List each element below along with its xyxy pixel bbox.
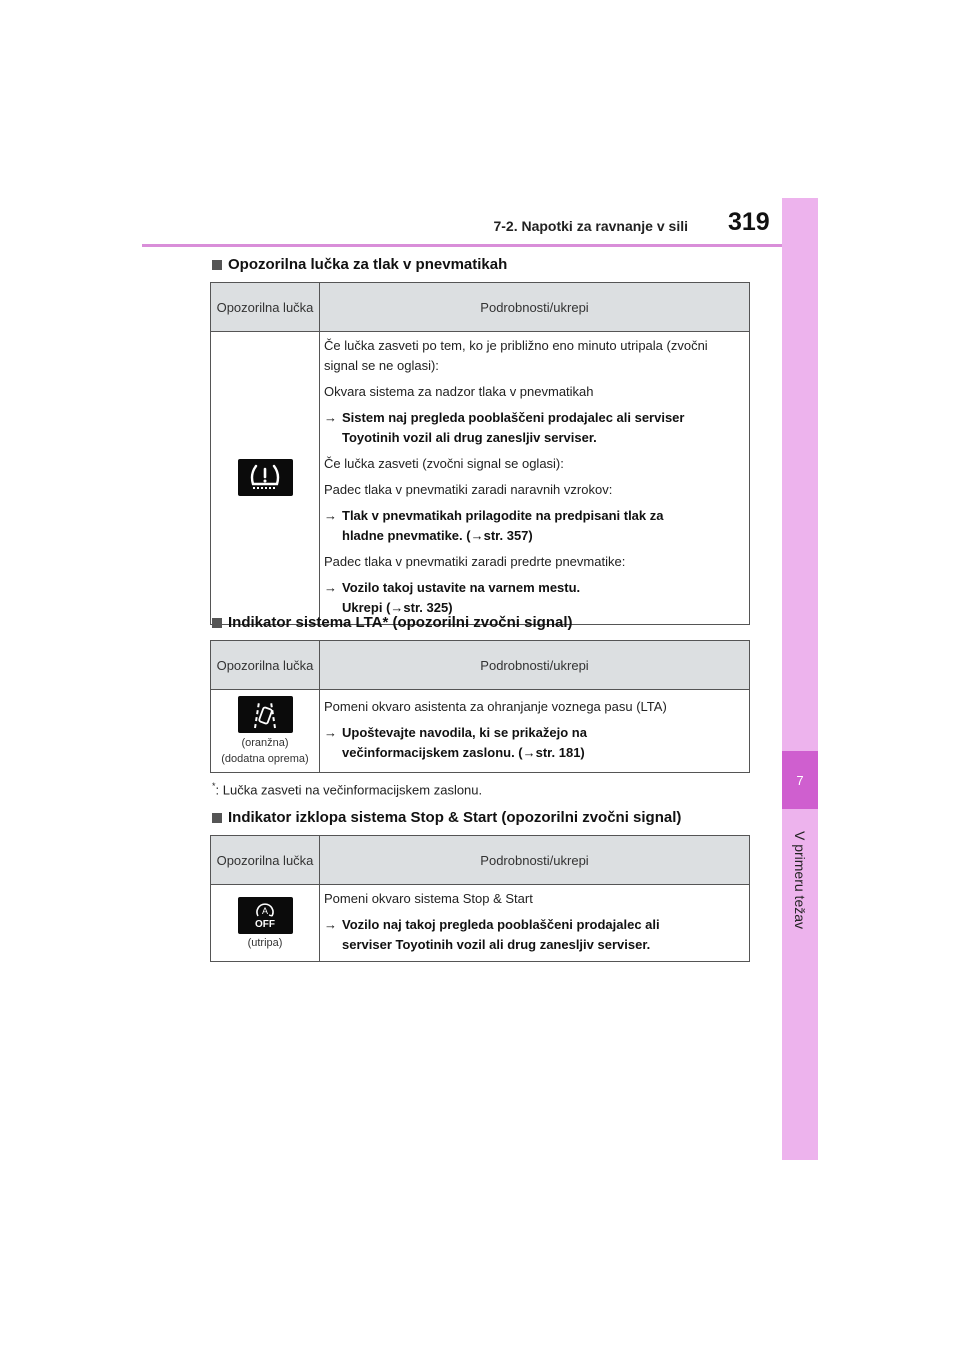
footnote-text: : Lučka zasveti na večinformacijskem zaslonu. — [215, 782, 483, 798]
section-heading-lta — [212, 614, 572, 631]
square-bullet-icon — [212, 813, 222, 823]
details-cell — [320, 332, 750, 625]
table-header-row — [211, 283, 750, 332]
arrow-icon: → — [324, 917, 337, 932]
action-text-line: Upoštevajte navodila, ki se prikažejo na — [342, 724, 587, 740]
column-header-lamp: Opozorilna lučka — [211, 641, 320, 690]
section-title: 7-2. Napotki za ravnanje v sili — [493, 218, 688, 234]
action-text-line: večinformacijskem zaslonu. (→str. 181) — [342, 744, 585, 760]
action-item — [324, 578, 745, 618]
table-header-row — [211, 836, 750, 885]
action-text-line: Ukrepi (→str. 325) — [342, 600, 453, 615]
column-header-details: Podrobnosti/ukrepi — [320, 641, 750, 690]
header-divider — [142, 244, 782, 247]
action-item — [324, 506, 745, 546]
lamp-cell — [211, 332, 320, 625]
column-header-lamp: Opozorilna lučka — [211, 836, 320, 885]
details-cell — [320, 885, 750, 962]
section-heading-text: Indikator sistema LTA* (opozorilni zvočni signal) — [228, 614, 573, 631]
section-heading-tire-pressure — [212, 256, 507, 273]
action-text-line: hladne pnevmatike. (→str. 357) — [342, 528, 533, 543]
stop-start-table — [210, 835, 750, 962]
action-text-line: Vozilo takoj ustavite na varnem mestu. — [342, 580, 581, 595]
detail-text: Pomeni okvaro sistema Stop & Start — [324, 891, 533, 906]
action-text-line: Toyotinih vozil ali drug zanesljiv serviser. — [342, 430, 597, 445]
icon-label: OFF — [255, 918, 275, 930]
detail-text: Če lučka zasveti (zvočni signal se oglasi): — [324, 456, 564, 471]
svg-text:A: A — [261, 905, 269, 916]
square-bullet-icon — [212, 260, 222, 270]
action-text-line: Vozilo naj takoj pregleda pooblaščeni prodajalec ali — [342, 917, 660, 932]
action-text-line: Sistem naj pregleda pooblaščeni prodajalec ali serviser — [342, 410, 685, 425]
arrow-icon: → — [324, 410, 337, 425]
tire-pressure-table — [210, 282, 750, 625]
chapter-number: 7 — [782, 751, 818, 809]
lta-table — [210, 640, 750, 773]
table-header-row — [211, 641, 750, 690]
detail-text: Pomeni okvaro asistenta za ohranjanje voznega pasu (LTA) — [324, 698, 667, 714]
detail-text: Okvara sistema za nadzor tlaka v pnevmatikah — [324, 384, 594, 399]
tire-pressure-warning-icon — [238, 459, 293, 496]
action-text-line: serviser Toyotinih vozil ali drug zanesljiv serviser. — [342, 937, 651, 952]
table-row — [211, 332, 750, 625]
chapter-title: V primeru težav — [792, 830, 808, 930]
square-bullet-icon — [212, 618, 222, 628]
column-header-details: Podrobnosti/ukrepi — [320, 283, 750, 332]
section-heading-text: Indikator izklopa sistema Stop & Start (opozorilni zvočni signal) — [228, 809, 682, 826]
arrow-icon: → — [324, 580, 337, 595]
lamp-cell — [211, 690, 320, 773]
footnote — [212, 781, 482, 797]
action-text-line: Tlak v pnevmatikah prilagodite na predpisani tlak za — [342, 508, 664, 523]
chapter-side-tab — [782, 198, 818, 1160]
lane-tracing-assist-icon — [238, 696, 293, 733]
page-number: 319 — [728, 208, 770, 236]
action-item — [324, 408, 745, 448]
lamp-note: (utripa) — [247, 936, 283, 949]
lamp-cell — [211, 885, 320, 962]
action-item — [324, 723, 745, 763]
stop-start-off-icon — [238, 897, 293, 934]
table-row — [211, 690, 750, 773]
lamp-note: (dodatna oprema) — [221, 752, 309, 765]
section-heading-text: Opozorilna lučka za tlak v pnevmatikah — [228, 256, 508, 273]
table-row — [211, 885, 750, 962]
arrow-icon: → — [324, 508, 337, 523]
lamp-note: (oranžna) — [241, 736, 289, 749]
detail-text: Padec tlaka v pnevmatiki zaradi predrte pnevmatike: — [324, 554, 626, 569]
footnote-marker: * — [212, 781, 216, 791]
column-header-details: Podrobnosti/ukrepi — [320, 836, 750, 885]
arrow-icon: → — [324, 724, 337, 740]
section-heading-stop-start — [212, 809, 681, 826]
details-cell — [320, 690, 750, 773]
detail-text: Če lučka zasveti po tem, ko je približno eno minuto utripala (zvočni signal se ne oglasi): — [324, 338, 708, 373]
column-header-lamp: Opozorilna lučka — [211, 283, 320, 332]
detail-text: Padec tlaka v pnevmatiki zaradi naravnih vzrokov: — [324, 482, 613, 497]
action-item — [324, 915, 745, 955]
